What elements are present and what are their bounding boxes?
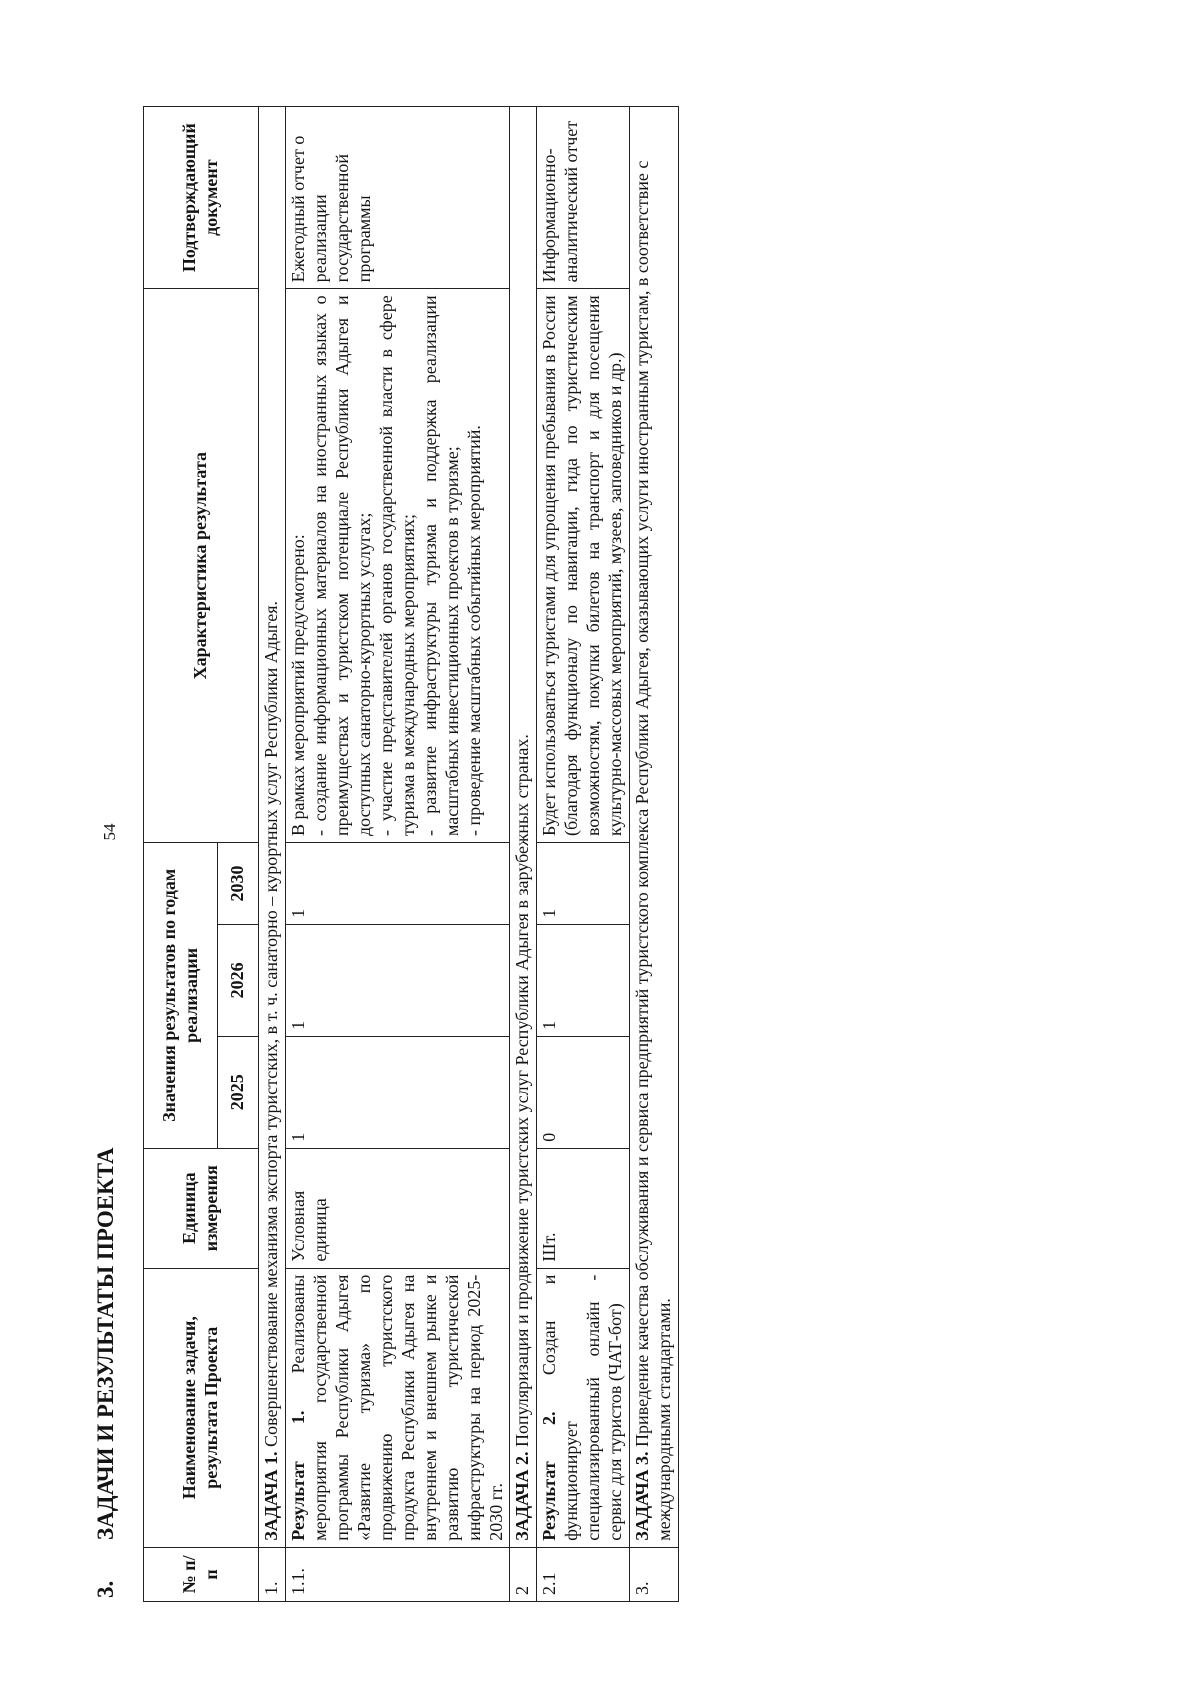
- result-2-unit: Шт.: [537, 1148, 630, 1268]
- task-1-description: Совершенствование механизма экспорта туристских, в т. ч. санаторно – курортных услуг Республики Адыгея.: [261, 601, 281, 1447]
- result-2-value-2025: 0: [537, 1036, 630, 1148]
- result-2-num: 2.1: [537, 1547, 630, 1601]
- task-1-text: [259, 107, 286, 1548]
- task-1-num: 1.: [259, 1547, 286, 1601]
- section-title: ЗАДАЧИ И РЕЗУЛЬТАТЫ ПРОЕКТА: [93, 1147, 118, 1540]
- task-3-description: Приведение качества обслуживания и сервиса предприятий туристского комплекса Республики Адыгея, оказывающих услуги иностранным туристам, в соответствие с международными стандартами.: [632, 160, 675, 1541]
- list-item: - создание информационных материалов на иностранных языках о преимуществах и туристском потенциале Республики Адыгея и доступных санаторно-курортных услугах;: [309, 295, 374, 836]
- header-values: Значения результатов по годам реализации: [144, 843, 218, 1149]
- header-name: Наименование задачи, результата Проекта: [144, 1268, 259, 1547]
- task-3-num: 3.: [630, 1547, 679, 1601]
- result-2-description: Создан и функционирует специализированный онлайн - сервис для туристов (ЧАТ-бот): [539, 1274, 626, 1541]
- result-1-num: 1.1.: [285, 1547, 510, 1601]
- result-2-document: Информационно-аналитический отчет: [537, 107, 630, 289]
- task-2-description: Популяризация и продвижение туристских услуг Республики Адыгея в зарубежных странах.: [512, 734, 533, 1447]
- rotated-page-content: [85, 102, 1045, 1602]
- header-document: Подтверждающий документ: [144, 107, 259, 289]
- header-year-2030: 2030: [218, 843, 259, 925]
- list-item: - проведение масштабных событийных мероприятий.: [463, 425, 484, 836]
- result-1-characteristic-list: [310, 295, 486, 836]
- task-2-label: ЗАДАЧА 2.: [512, 1451, 533, 1541]
- table-header-row: [144, 107, 218, 1602]
- task-row-1: [259, 107, 286, 1602]
- result-2-characteristic: Будет использоваться туристами для упрощения пребывания в России (благодаря функционалу по навигации, гида по туристическим возможностям, покупки билетов на транспорт и для посещения культурно-массовых мероприятий, музеев, заповедников и др.): [537, 289, 630, 843]
- result-1-value-2030: 1: [285, 843, 510, 925]
- result-row-2: [537, 107, 630, 1602]
- task-row-2: [510, 107, 537, 1602]
- result-1-description: Реализованы мероприятия государственной программы Республики Адыгея «Развитие туризма» по продвижению туристского продукта Республики Адыгея на внутреннем и внешнем рынке и развитию туристической инфраструктуры на период 2025-2030 гг.: [287, 1274, 506, 1541]
- header-num: № п/п: [144, 1547, 259, 1601]
- task-2-text: [510, 107, 537, 1548]
- header-characteristic: Характеристика результата: [144, 289, 259, 843]
- result-1-name: [285, 1268, 510, 1547]
- header-unit: Единица измерения: [144, 1148, 259, 1268]
- result-1-unit: Условная единица: [285, 1148, 510, 1268]
- result-1-characteristic-intro: В рамках мероприятий предусмотрено:: [287, 534, 308, 836]
- result-2-label: Результат 2.: [539, 1411, 560, 1541]
- result-1-characteristic: [285, 289, 510, 843]
- task-3-label: ЗАДАЧА 3.: [632, 1451, 653, 1541]
- list-item: - развитие инфраструктуры туризма и поддержка реализации масштабных инвестиционных проектов в туризме;: [419, 295, 462, 836]
- task-row-3: [630, 107, 679, 1602]
- result-row-1: [285, 107, 510, 1602]
- result-1-value-2026: 1: [285, 924, 510, 1036]
- header-year-2025: 2025: [218, 1036, 259, 1148]
- section-heading: [85, 1147, 127, 1598]
- result-1-label: Результат 1.: [287, 1410, 308, 1541]
- result-1-value-2025: 1: [285, 1036, 510, 1148]
- task-2-num: 2: [510, 1547, 537, 1601]
- result-1-document: Ежегодный отчет о реализации государственной программы: [285, 107, 510, 289]
- task-1-label: ЗАДАЧА 1.: [261, 1451, 281, 1541]
- result-2-value-2026: 1: [537, 924, 630, 1036]
- header-year-2026: 2026: [218, 924, 259, 1036]
- list-item: - участие представителей органов государственной власти в сфере туризма в международных мероприятиях;: [375, 295, 418, 836]
- result-2-name: [537, 1268, 630, 1547]
- section-number: 3.: [93, 1580, 118, 1598]
- tasks-results-table: [143, 106, 679, 1602]
- result-2-value-2030: 1: [537, 843, 630, 925]
- page-number: 54: [100, 823, 119, 841]
- task-3-text: [630, 107, 679, 1548]
